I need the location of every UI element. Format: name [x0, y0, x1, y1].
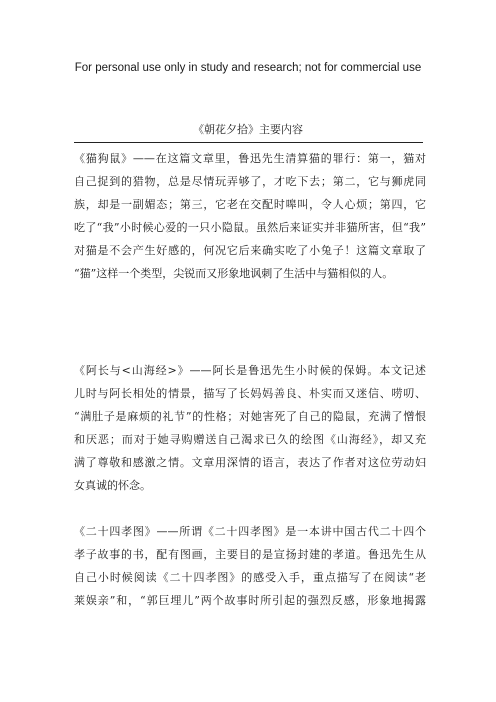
title-divider	[74, 142, 423, 143]
paragraph-line: 族，却是一副媚态；第三，它老在交配时嗥叫，令人心烦；第四，它	[74, 198, 426, 211]
paragraph-cat-dog-mouse	[74, 147, 426, 285]
paragraph-line: 《阿长与<山海经>》——阿长是鲁迅先生小时候的保姆。本文记述	[74, 364, 426, 377]
paragraph-line: “满肚子是麻烦的礼节”的性格；对她害死了自己的隐鼠，充满了憎恨	[74, 410, 426, 423]
paragraph-line: “猫”这样一个类型，尖锐而又形象地讽刺了生活中与猫相似的人。	[74, 267, 394, 280]
paragraph-twenty-four-filial	[74, 520, 426, 612]
paragraph-line: 莱娱亲”和，“郭巨埋儿”两个故事时所引起的强烈反感，形象地揭露	[74, 594, 426, 607]
paragraph-line: 吃了“我”小时候心爱的一只小隐鼠。虽然后来证实并非猫所害，但“我”	[74, 221, 426, 234]
paragraph-line: 和厌恶；而对于她寻购赠送自己渴求已久的绘图《山海经》，却又充	[74, 433, 426, 446]
document-title: 《朝花夕拾》主要内容	[193, 123, 303, 136]
usage-disclaimer: For personal use only in study and research; not for commercial use	[74, 62, 422, 74]
paragraph-line: 孝子故事的书，配有图画，主要目的是宣扬封建的孝道。鲁迅先生从	[74, 548, 426, 561]
paragraph-line: 《二十四孝图》——所谓《二十四孝图》是一本讲中国古代二十四个	[74, 525, 426, 538]
paragraph-line: 《猫狗鼠》——在这篇文章里，鲁迅先生清算猫的罪行：第一，猫对	[74, 152, 426, 165]
paragraph-line: 对猫是不会产生好感的，何况它后来确实吃了小兔子！这篇文章取了	[74, 244, 426, 257]
paragraph-line: 自己捉到的猎物，总是尽情玩弄够了，才吃下去；第二，它与狮虎同	[74, 175, 426, 188]
paragraph-line: 女真诚的怀念。	[74, 479, 151, 492]
paragraph-line: 儿时与阿长相处的情景，描写了长妈妈善良、朴实而又迷信、唠叨、	[74, 387, 426, 400]
paragraph-line: 满了尊敬和感激之情。文章用深情的语言，表达了作者对这位劳动妇	[74, 456, 426, 469]
paragraph-line: 自己小时候阅读《二十四孝图》的感受入手，重点描写了在阅读“老	[74, 571, 426, 584]
paragraph-a-chang	[74, 359, 426, 497]
